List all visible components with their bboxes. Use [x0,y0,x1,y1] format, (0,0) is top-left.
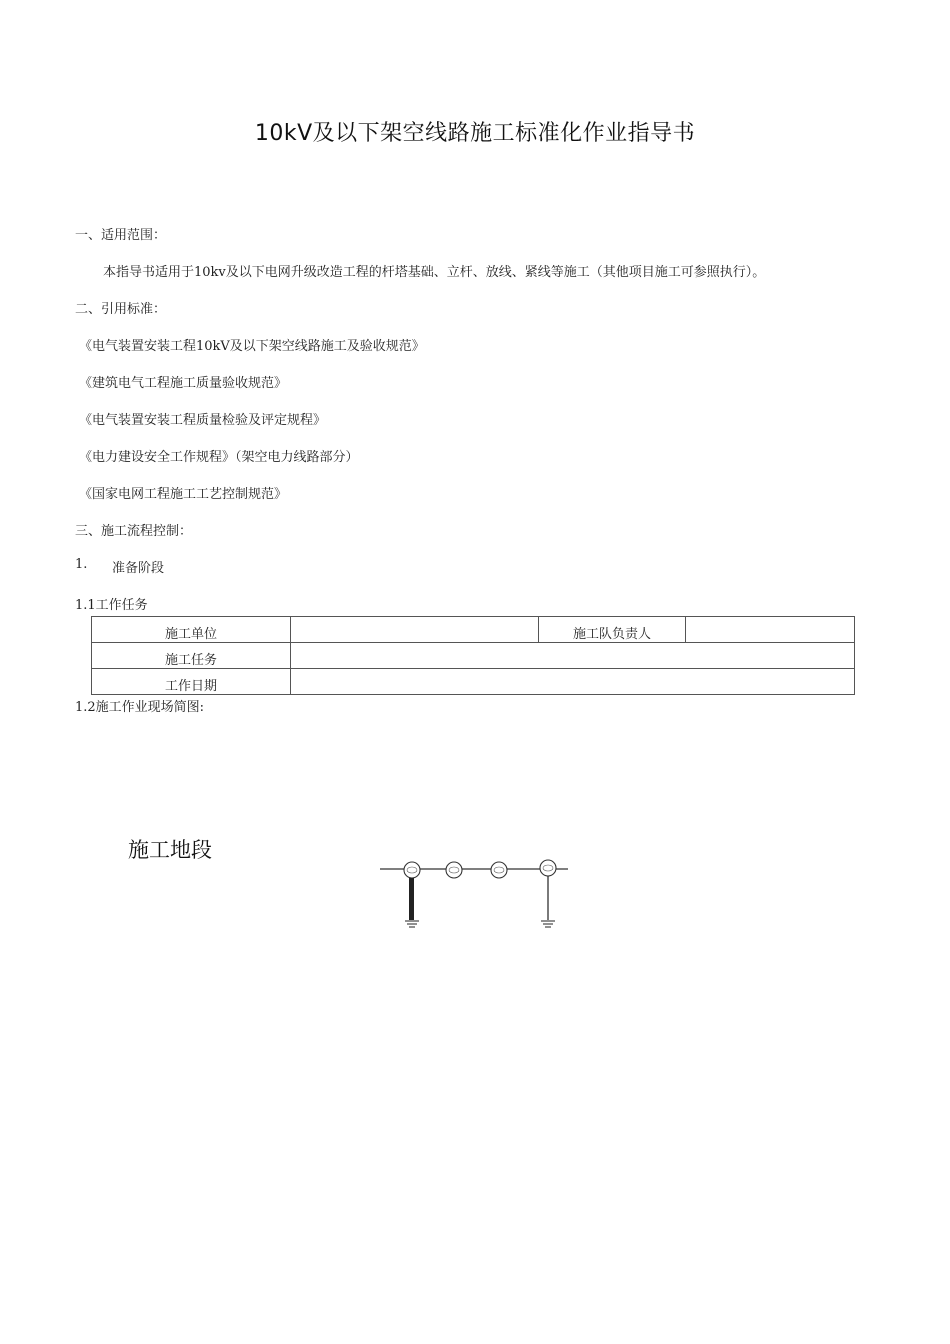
pole-top-icon [404,862,420,878]
table-row [92,669,855,695]
pole-2 [446,862,462,878]
stage-name: 准备阶段 [112,561,165,576]
unit-label: 施工单位 [92,617,291,643]
standard-item-4: 《电力建设安全工作规程》（架空电力线路部分） [79,450,359,465]
standard-item-3: 《电气装置安装工程质量检验及评定规程》 [79,413,327,428]
unit-value[interactable] [291,617,539,643]
table-row [92,617,855,643]
site-sketch [375,855,575,935]
task-value[interactable] [291,643,855,669]
task-heading: 1.1工作任务 [75,598,148,613]
scope-text: 本指导书适用于10kv及以下电网升级改造工程的杆塔基础、立杆、放线、紧线等施工（其他项目施工可参照执行）。 [103,265,766,280]
ground-icon [541,921,555,927]
standards-heading: 二、引用标准： [75,302,167,317]
leader-label: 施工队负责人 [539,617,686,643]
task-label: 施工任务 [92,643,291,669]
pole-top-icon [446,862,462,878]
standard-item-2: 《建筑电气工程施工质量验收规范》 [79,376,288,391]
table-row [92,643,855,669]
ground-icon [405,921,419,927]
pole-top-icon [491,862,507,878]
leader-value[interactable] [686,617,855,643]
pole-3 [491,862,507,878]
site-label: 施工地段 [128,838,212,862]
date-value[interactable] [291,669,855,695]
pole-4 [540,860,556,927]
date-label: 工作日期 [92,669,291,695]
grounded-pole-shaft [409,878,414,920]
standard-item-1: 《电气装置安装工程10kV及以下架空线路施工及验收规范》 [79,339,425,354]
document-title: 10kV及以下架空线路施工标准化作业指导书 [254,121,696,146]
pole-1 [404,862,420,927]
stage-number: 1. [75,557,88,572]
sketch-heading: 1.2施工作业现场简图: [75,700,205,715]
work-task-table [91,616,855,695]
process-heading: 三、施工流程控制： [75,524,193,539]
scope-heading: 一、适用范围： [75,228,167,243]
standard-item-5: 《国家电网工程施工工艺控制规范》 [79,487,288,502]
pole-top-icon [540,860,556,876]
